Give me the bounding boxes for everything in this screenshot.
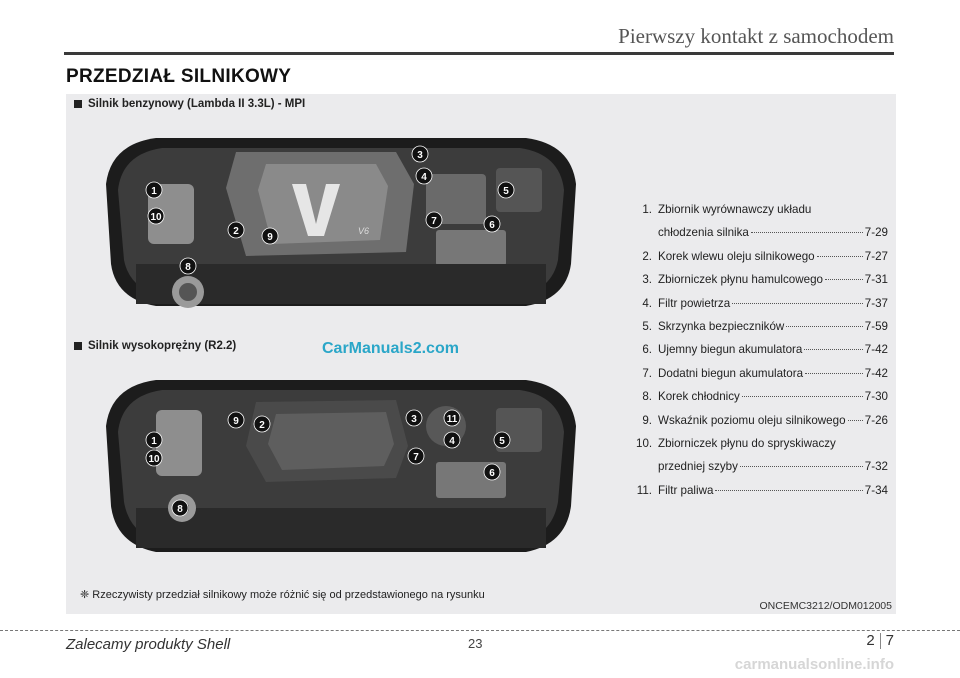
legend-item: 11. Filtr paliwa 7-34 (636, 483, 888, 497)
figure-code: ONCEMC3212/ODM012005 (759, 600, 892, 612)
engine-badge-v6: V6 (358, 226, 370, 236)
caption-diesel-text: Silnik wysokoprężny (R2.2) (88, 340, 237, 352)
page-number: 7 (885, 632, 894, 649)
legend-item: 6. Ujemny biegun akumulatora 7-42 (642, 343, 888, 357)
callout-bottom: 1 (151, 436, 157, 447)
petrol-engine-illustration (96, 124, 586, 324)
legend-item: 4. Filtr powietrza 7-37 (642, 296, 888, 310)
footer-page-index: 23 (468, 636, 483, 651)
callout-bottom: 6 (489, 468, 495, 479)
diesel-engine-illustration (96, 366, 586, 570)
callout-bottom: 8 (177, 504, 183, 515)
callout-bottom: 2 (259, 420, 265, 431)
callout-bottom: 3 (411, 414, 417, 425)
section-title: PRZEDZIAŁ SILNIKOWY (66, 66, 292, 87)
legend-item: 8. Korek chłodnicy 7-30 (642, 390, 888, 404)
caption-petrol-text: Silnik benzynowy (Lambda II 3.3L) - MPI (88, 98, 306, 110)
footer-rule (0, 630, 960, 631)
chapter-title: Pierwszy kontakt z samochodem (618, 24, 894, 48)
callout-bottom: 11 (446, 414, 458, 425)
figure-panel (66, 94, 896, 614)
legend-item: 3. Zbiorniczek płynu hamulcowego 7-31 (642, 273, 888, 287)
caption-petrol-engine (74, 98, 305, 110)
header-rule (64, 52, 894, 55)
callout-top: 7 (431, 216, 437, 227)
legend-item: 2. Korek wlewu oleju silnikowego 7-27 (642, 249, 888, 263)
callout-top: 3 (417, 150, 423, 161)
callout-top: 4 (421, 172, 427, 183)
legend-item: 5. Skrzynka bezpieczników 7-59 (642, 320, 888, 334)
callout-bottom: 4 (449, 436, 455, 447)
callout-top: 1 (151, 186, 157, 197)
callout-top: 2 (233, 226, 239, 237)
caption-diesel-engine (74, 340, 236, 352)
footer-site: carmanualsonline.info (734, 656, 894, 673)
footer-slogan: Zalecamy produkty Shell (66, 636, 231, 653)
bullet-square-icon (74, 342, 82, 350)
footer-page-number (866, 632, 894, 649)
watermark: CarManuals2.com (322, 340, 459, 357)
callout-top: 8 (185, 262, 191, 273)
callout-bottom: 9 (233, 416, 239, 427)
bullet-square-icon (74, 100, 82, 108)
legend-item: 7. Dodatni biegun akumulatora 7-42 (642, 366, 888, 380)
legend-item: 1. Zbiornik wyrównawczy układu chłodzenia silnika 7-29 (642, 203, 888, 240)
page-separator (880, 633, 881, 649)
callout-bottom: 7 (413, 452, 419, 463)
legend-item: 9. Wskaźnik poziomu oleju silnikowego 7-26 (642, 413, 888, 427)
component-legend (636, 198, 888, 502)
callout-top: 9 (267, 232, 273, 243)
figure-note: ❈ Rzeczywisty przedział silnikowy może różnić się od przedstawionego na rysunku (80, 589, 485, 601)
callout-bottom: 10 (148, 454, 160, 465)
callout-top: 6 (489, 220, 495, 231)
chapter-number: 2 (866, 632, 875, 649)
legend-item: 10. Zbiorniczek płynu do spryskiwaczy przedniej szyby 7-32 (636, 437, 888, 474)
callout-bottom: 5 (499, 436, 505, 447)
callout-top: 5 (503, 186, 509, 197)
callout-top: 10 (150, 212, 162, 223)
